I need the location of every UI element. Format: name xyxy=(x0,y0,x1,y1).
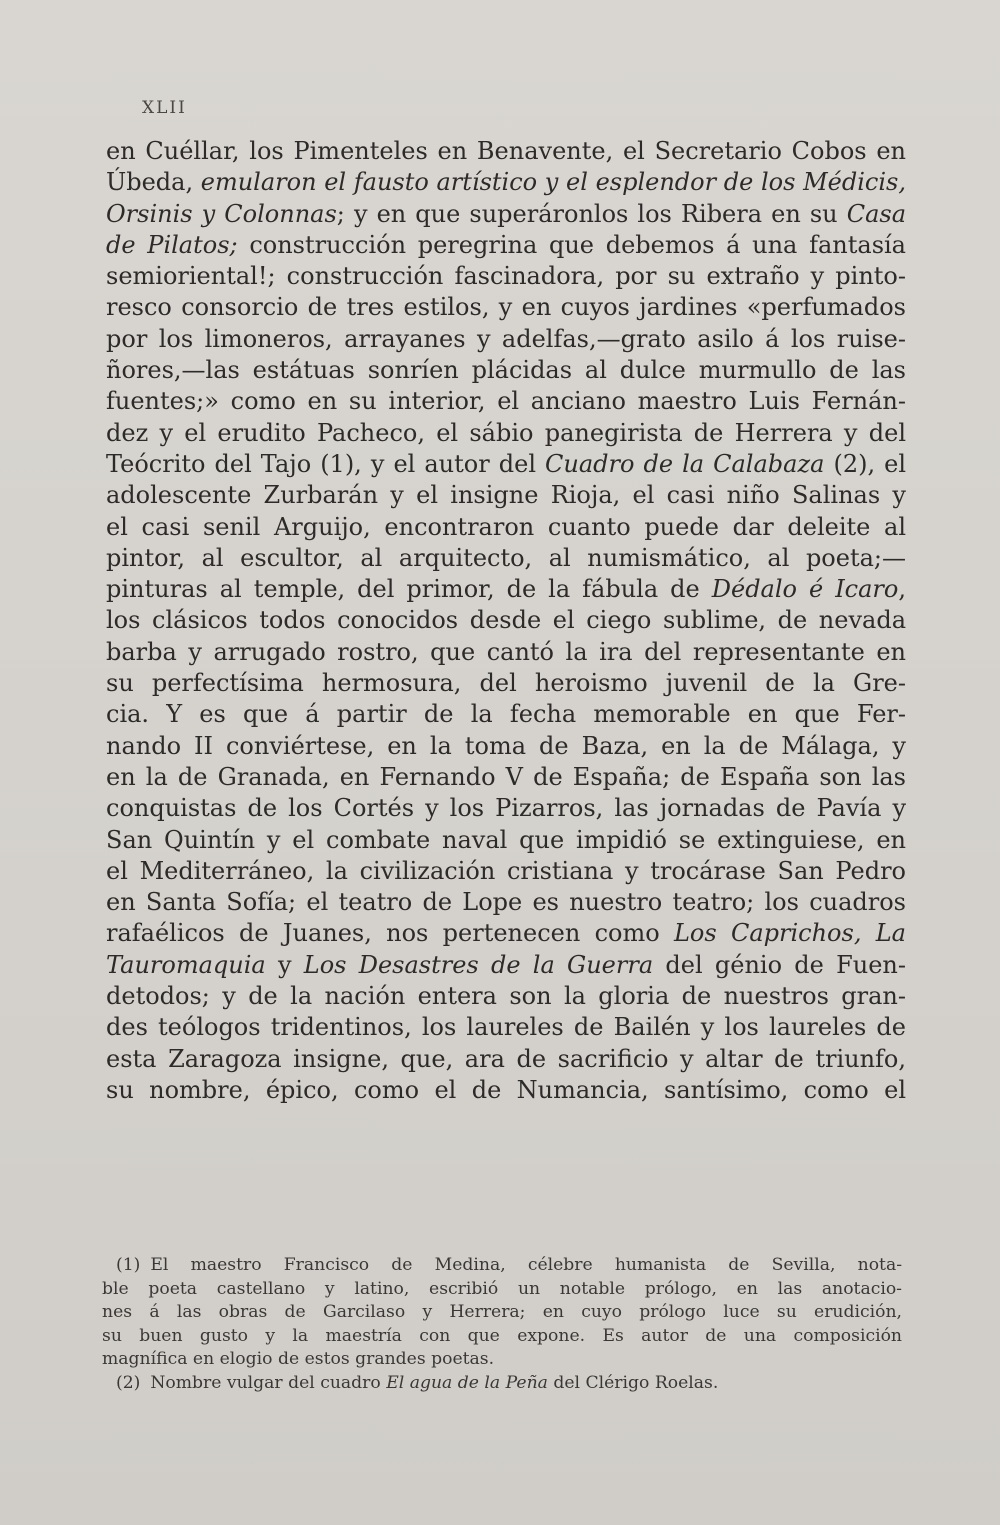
text-segment: (2), el xyxy=(824,449,907,478)
text-segment: del Clérigo Roelas. xyxy=(547,1372,719,1393)
text-segment: resco consorcio de tres estilos, y en cuyos jardines «perfumados xyxy=(106,293,906,322)
footnote-line xyxy=(102,1372,902,1396)
text-line xyxy=(106,699,906,730)
italic-text: Orsinis y Colonnas xyxy=(106,199,337,228)
footnote-line xyxy=(102,1301,902,1325)
text-segment: conquistas de los Cortés y los Pizarros, las jornadas de Pavía y xyxy=(106,794,906,823)
page-number: XLII xyxy=(142,98,187,118)
text-segment: Nombre vulgar del cuadro xyxy=(150,1372,387,1393)
text-segment: fuentes;» como en su interior, el anciano maestro Luis Fernán- xyxy=(106,387,906,416)
text-segment: en Santa Sofía; el teatro de Lope es nuestro teatro; los cuadros xyxy=(106,888,906,917)
text-line xyxy=(106,261,906,292)
text-line xyxy=(106,480,906,511)
footnotes xyxy=(102,1254,902,1395)
footnote-mark: (2) xyxy=(116,1372,141,1393)
text-segment: su perfectísima hermosura, del heroismo juvenil de la Gre- xyxy=(106,669,906,698)
text-segment: el Mediterráneo, la civilización cristiana y trocárase San Pedro xyxy=(106,856,906,885)
text-line xyxy=(106,543,906,574)
text-line xyxy=(106,449,906,480)
text-segment: ; y en que superáronlos los Ribera en su xyxy=(336,199,847,228)
text-segment: adolescente Zurbarán y el insigne Rioja, el casi niño Salinas y xyxy=(106,481,906,510)
text-segment: El maestro Francisco de Medina, célebre humanista de Sevilla, nota- xyxy=(150,1255,902,1275)
text-line xyxy=(106,355,906,386)
text-segment: Úbeda, xyxy=(106,168,201,197)
text-segment: des teólogos tridentinos, los laureles de Bailén y los laureles de xyxy=(106,1013,906,1042)
footnote-mark: (1) xyxy=(116,1255,141,1275)
text-segment: en la de Granada, en Fernando V de España; de España son las xyxy=(106,762,906,791)
italic-text: de Pilatos; xyxy=(106,230,238,259)
text-segment: esta Zaragoza insigne, que, ara de sacrificio y altar de triunfo, xyxy=(106,1044,906,1073)
text-line xyxy=(106,386,906,417)
text-line xyxy=(106,731,906,762)
text-line xyxy=(106,1012,906,1043)
text-line xyxy=(106,825,906,856)
text-line xyxy=(106,762,906,793)
text-line xyxy=(106,668,906,699)
text-line xyxy=(106,918,906,949)
text-segment: nes á las obras de Garcilaso y Herrera; en cuyo prólogo luce su erudición, xyxy=(102,1302,902,1322)
text-line xyxy=(106,136,906,167)
footnote-line xyxy=(102,1254,902,1278)
text-segment: dez y el erudito Pacheco, el sábio panegirista de Herrera y del xyxy=(106,418,906,447)
italic-text: Casa xyxy=(846,199,906,228)
text-line xyxy=(106,199,906,230)
footnote xyxy=(102,1372,902,1396)
italic-text: Los Caprichos, La xyxy=(673,919,906,948)
text-segment: construcción peregrina que debemos á una fantasía xyxy=(237,230,906,259)
text-line xyxy=(106,230,906,261)
text-segment: , xyxy=(898,575,906,604)
text-segment: en Cuéllar, los Pimenteles en Benavente, el Secretario Cobos en xyxy=(106,137,906,165)
text-line xyxy=(106,950,906,981)
text-segment: San Quintín y el combate naval que impidió se extinguiese, en xyxy=(106,825,906,854)
text-segment: ñores,—las estátuas sonríen plácidas al dulce murmullo de las xyxy=(106,356,906,385)
footnote xyxy=(102,1254,902,1372)
text-segment: barba y arrugado rostro, que cantó la ira del representante en xyxy=(106,637,906,666)
footnote-line xyxy=(102,1348,902,1372)
text-segment: del génio de Fuen- xyxy=(653,950,906,979)
text-line xyxy=(106,512,906,543)
text-line xyxy=(106,324,906,355)
italic-text: El agua de la Peña xyxy=(386,1372,548,1393)
text-segment: semioriental!; construcción fascinadora, por su extraño y pinto- xyxy=(106,262,906,291)
text-segment: pintor, al escultor, al arquitecto, al numismático, al poeta;— xyxy=(106,543,906,572)
text-line xyxy=(106,856,906,887)
text-segment: ble poeta castellano y latino, escribió un notable prólogo, en las anotacio- xyxy=(102,1278,902,1299)
text-segment: pinturas al temple, del primor, de la fábula de xyxy=(106,575,712,604)
text-line xyxy=(106,981,906,1012)
text-line xyxy=(106,292,906,323)
text-segment: cia. Y es que á partir de la fecha memorable en que Fer- xyxy=(106,700,906,729)
text-line xyxy=(106,605,906,636)
text-line xyxy=(106,637,906,668)
text-line xyxy=(106,793,906,824)
footnote-line xyxy=(102,1325,902,1349)
italic-text: Tauromaquia xyxy=(106,950,266,979)
text-line xyxy=(106,1044,906,1075)
italic-text: Cuadro de la Calabaza xyxy=(545,449,825,478)
text-segment: los clásicos todos conocidos desde el ciego sublime, de nevada xyxy=(106,606,906,635)
text-segment: detodos; y de la nación entera son la gloria de nuestros gran- xyxy=(106,982,906,1011)
text-line xyxy=(106,887,906,918)
text-segment: nando II conviértese, en la toma de Baza, en la de Málaga, y xyxy=(106,731,906,760)
italic-text: Los Desastres de la Guerra xyxy=(303,950,654,979)
text-segment: rafaélicos de Juanes, nos pertenecen como xyxy=(106,919,674,948)
text-segment: magnífica en elogio de estos grandes poetas. xyxy=(102,1349,495,1369)
italic-text: emularon el fausto artístico y el esplendor de los Médicis, xyxy=(200,168,906,197)
footnote-line xyxy=(102,1278,902,1302)
text-segment: su buen gusto y la maestría con que expone. Es autor de una composición xyxy=(102,1325,902,1346)
italic-text: Dédalo é Icaro xyxy=(711,575,899,604)
text-segment: y xyxy=(265,950,304,979)
body-text xyxy=(106,136,906,1106)
text-segment: su nombre, épico, como el de Numancia, santísimo, como el xyxy=(106,1075,906,1104)
text-segment: el casi senil Arguijo, encontraron cuanto puede dar deleite al xyxy=(106,512,906,541)
text-line xyxy=(106,418,906,449)
text-line xyxy=(106,1075,906,1106)
text-segment: por los limoneros, arrayanes y adelfas,—grato asilo á los ruise- xyxy=(106,324,906,353)
text-line xyxy=(106,167,906,198)
text-segment: Teócrito del Tajo (1), y el autor del xyxy=(106,449,546,478)
text-line xyxy=(106,574,906,605)
